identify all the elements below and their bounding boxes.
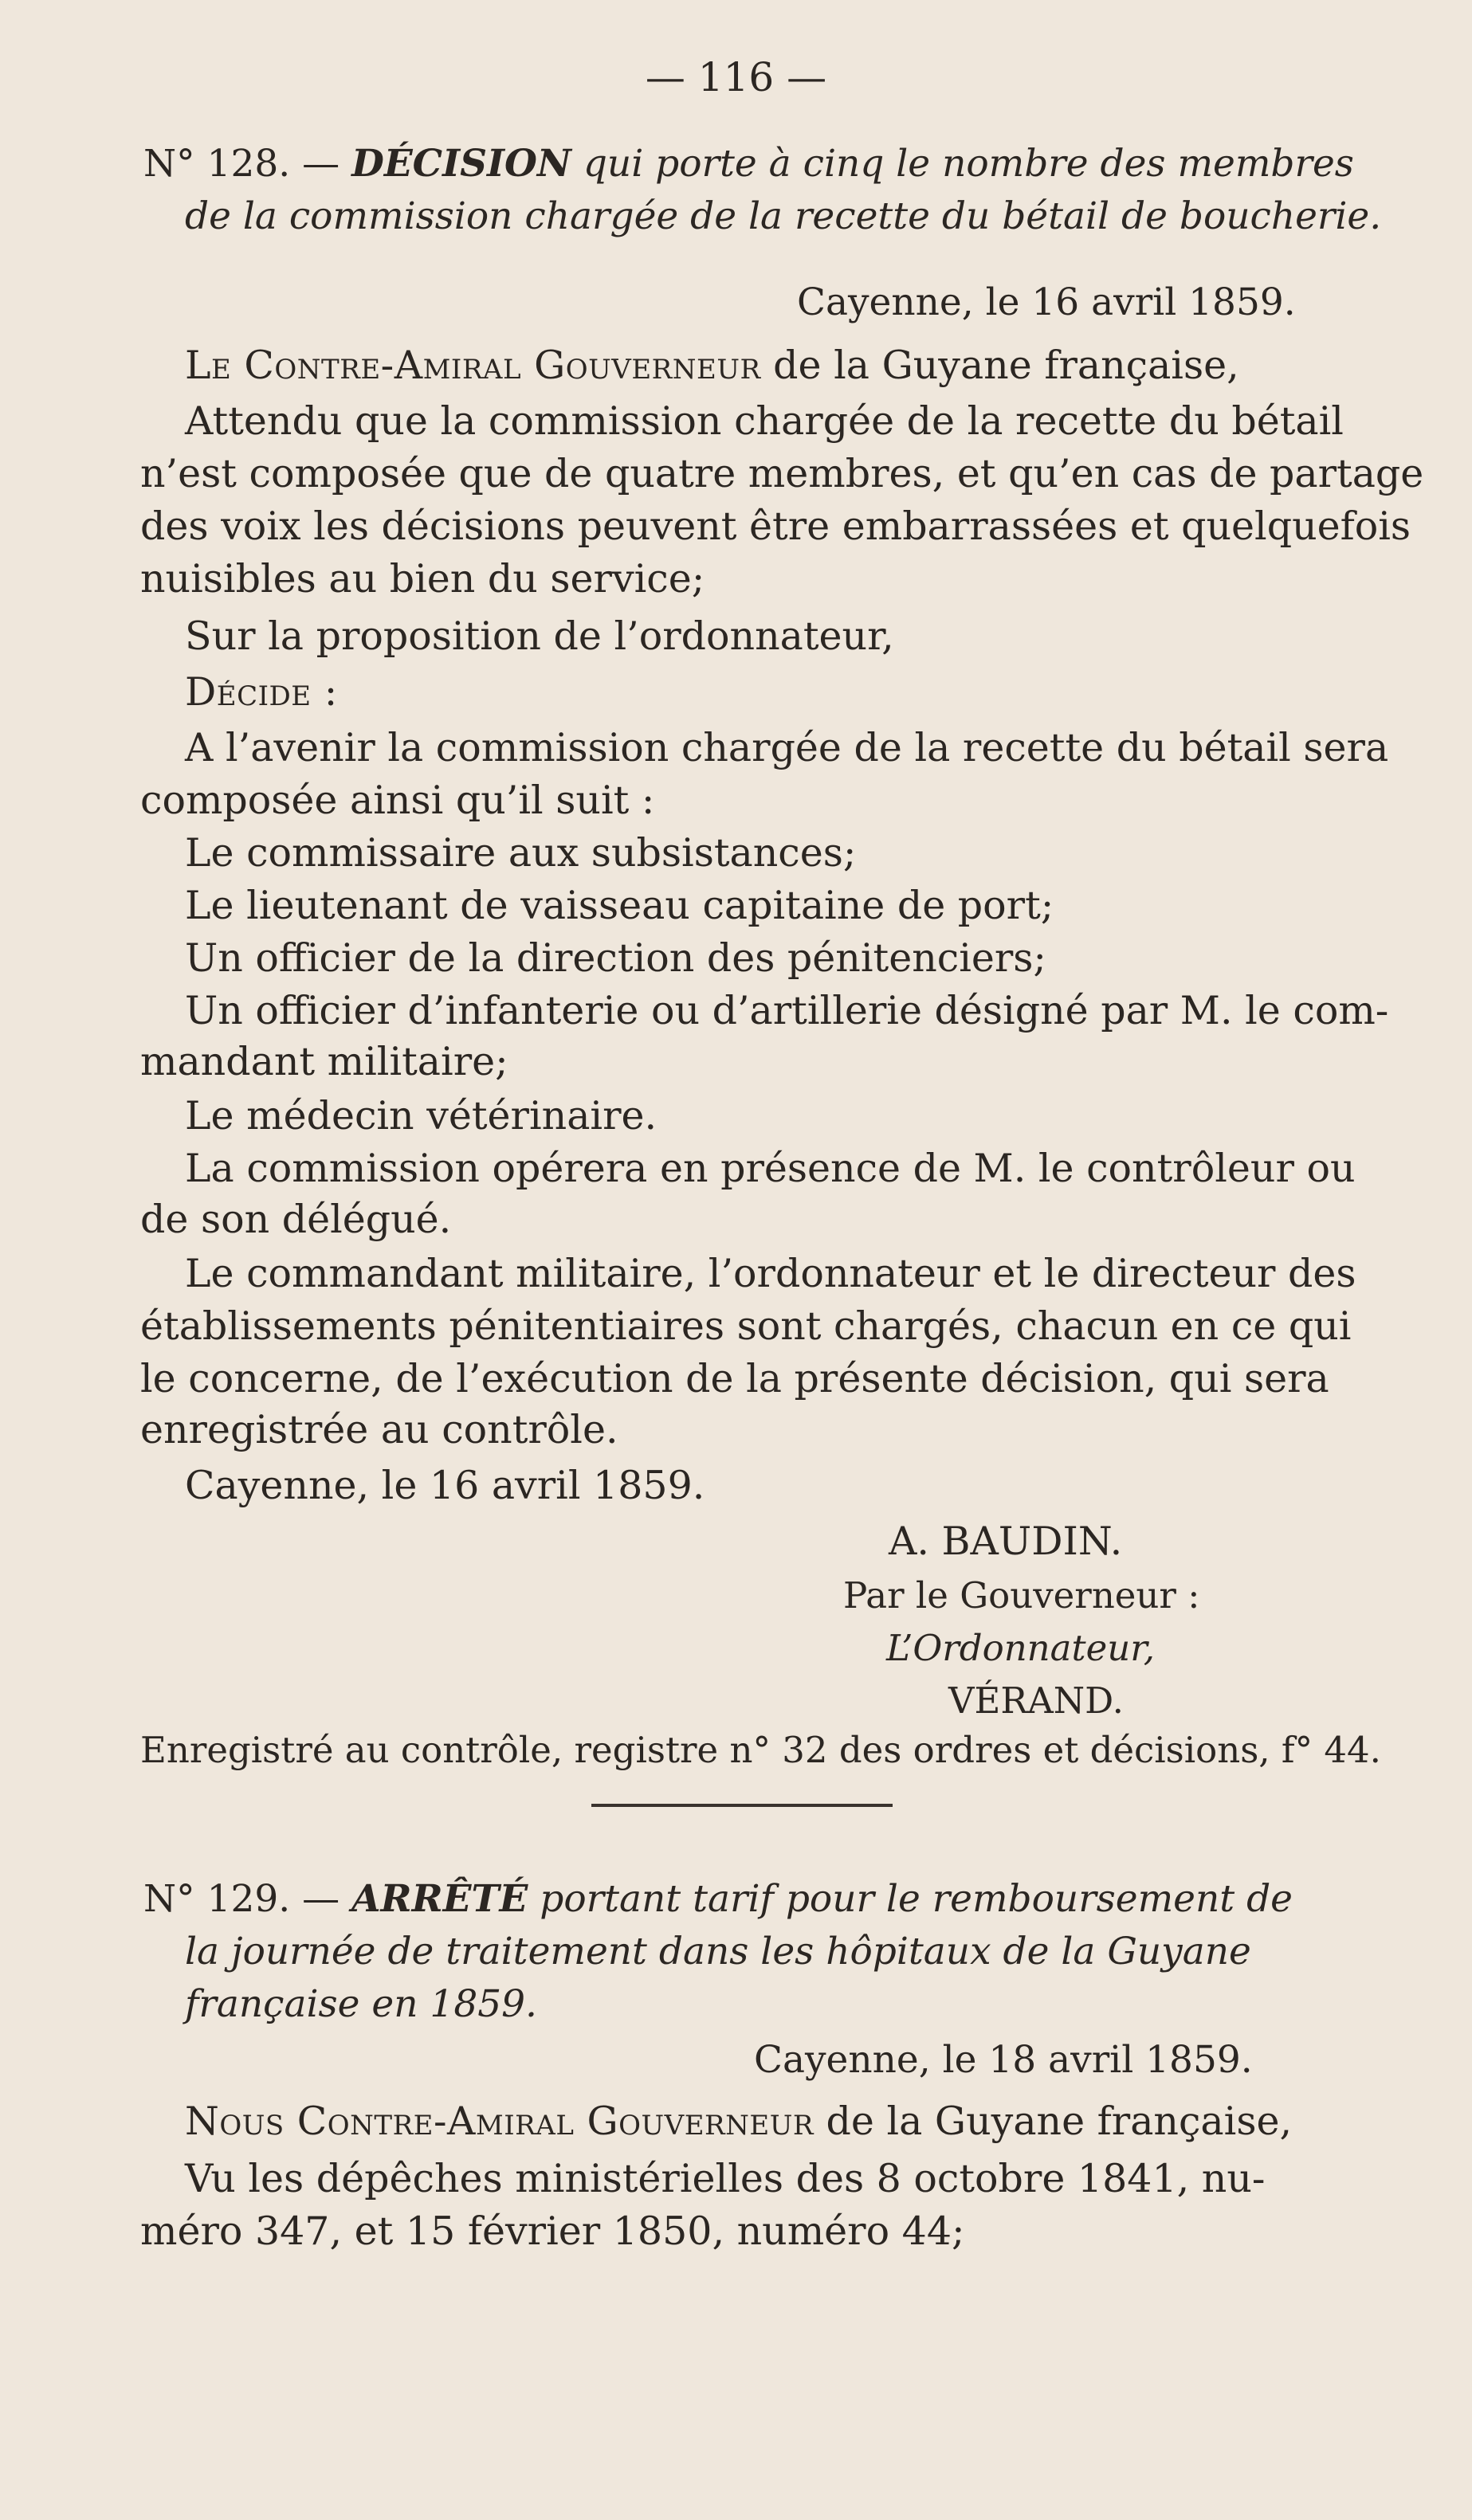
doc128-enregistre: Enregistré au contrôle, registre n° 32 des ordres et décisions, f° 44. [140, 1729, 1381, 1771]
doc128-title-line2: de la commission chargée de la recette du bétail de boucherie. [185, 194, 1382, 238]
doc128-preamble-authority: Le Contre-Amiral Gouverneur [185, 343, 761, 388]
doc128-article3-line: le concerne, de l’exécution de la présente décision, qui sera [140, 1356, 1329, 1401]
doc129-vu-line: méro 347, et 15 février 1850, numéro 44; [140, 2208, 965, 2254]
doc128-member-line: Le médecin vétérinaire. [185, 1093, 657, 1139]
doc128-article3-line: Le commandant militaire, l’ordonnateur et le directeur des [185, 1251, 1356, 1296]
doc128-attendu-line: Attendu que la commission chargée de la recette du bétail [185, 398, 1344, 444]
doc128-closing-date: Cayenne, le 16 avril 1859. [185, 1463, 705, 1508]
doc128-attendu-line: nuisibles au bien du service; [140, 556, 705, 602]
doc128-preamble-rest: de la Guyane française, [760, 343, 1239, 388]
doc128-attendu-line: n’est composée que de quatre membres, et qu’en cas de partage [140, 451, 1424, 496]
doc128-member-line: Le commissaire aux subsistances; [185, 830, 857, 876]
doc128-ordonnateur-title: L’Ordonnateur, [886, 1627, 1156, 1669]
doc129-title-line2: la journée de traitement dans les hôpitaux de la Guyane [185, 1930, 1251, 1973]
doc128-number: N° 128. — [143, 142, 352, 186]
doc128-attendu-line: des voix les décisions peuvent être embarrassées et quelquefois [140, 504, 1411, 549]
doc129-title-line3: française en 1859. [185, 1982, 537, 2026]
doc128-preamble [185, 344, 1239, 387]
doc128-member-line: mandant militaire; [140, 1039, 508, 1084]
section-divider [591, 1804, 893, 1807]
doc129-title-rest: portant tarif pour le remboursement de [528, 1877, 1293, 1921]
doc128-keyword: DÉCISION [351, 142, 571, 186]
doc128-member-line: Un officier de la direction des pénitenciers; [185, 935, 1046, 981]
doc129-preamble [185, 2100, 1292, 2143]
doc128-verand: VÉRAND. [948, 1679, 1124, 1722]
doc129-vu-line: Vu les dépêches ministérielles des 8 octobre 1841, nu- [185, 2156, 1266, 2201]
doc128-article1-line: A l’avenir la commission chargée de la recette du bétail sera [185, 725, 1389, 770]
doc129-title-line1 [143, 1879, 1293, 1920]
doc128-proposition: Sur la proposition de l’ordonnateur, [185, 613, 894, 659]
doc129-preamble-authority: Nous Contre-Amiral Gouverneur [185, 2099, 814, 2144]
doc128-member-line: Un officier d’infanterie ou d’artillerie désigné par M. le com- [185, 988, 1389, 1033]
doc128-par-le-gouverneur: Par le Gouverneur : [843, 1574, 1200, 1617]
doc128-article1-line: composée ainsi qu’il suit : [140, 778, 655, 823]
doc128-decide: Décide : [185, 669, 338, 715]
doc129-dateline: Cayenne, le 18 avril 1859. [754, 2038, 1253, 2082]
doc129-keyword: ARRÊTÉ [351, 1877, 528, 1921]
doc128-article3-line: enregistrée au contrôle. [140, 1407, 618, 1452]
doc128-article2-line: La commission opérera en présence de M. le contrôleur ou [185, 1146, 1356, 1191]
doc128-article3-line: établissements pénitentiaires sont chargés, chacun en ce qui [140, 1303, 1352, 1349]
doc128-dateline: Cayenne, le 16 avril 1859. [797, 280, 1296, 324]
doc128-article2-line: de son délégué. [140, 1197, 452, 1242]
doc129-preamble-rest: de la Guyane française, [813, 2099, 1293, 2144]
doc128-title-rest: qui porte à cinq le nombre des membres [571, 142, 1354, 186]
doc129-number: N° 129. — [143, 1877, 352, 1921]
doc128-member-line: Le lieutenant de vaisseau capitaine de port; [185, 883, 1054, 928]
doc128-title-line1 [143, 143, 1354, 185]
page-number: — 116 — [645, 54, 827, 100]
doc128-signature: A. BAUDIN. [889, 1519, 1123, 1564]
